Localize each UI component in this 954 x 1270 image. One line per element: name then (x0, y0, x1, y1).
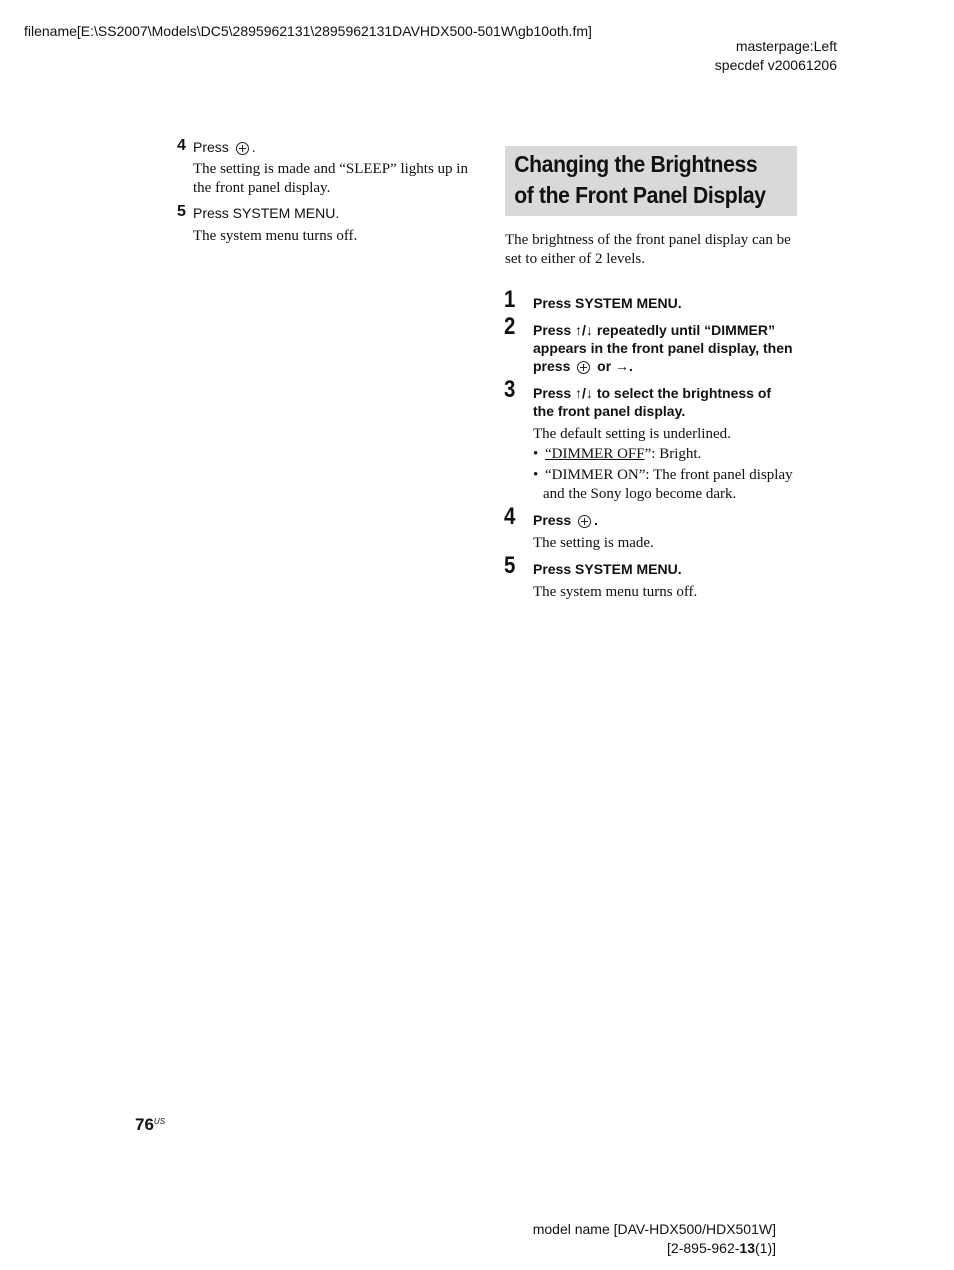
step-3-number: 3 (504, 376, 516, 403)
dimmer-on-line-2: and the Sony logo become dark. (543, 486, 737, 502)
page-number-value: 76 (135, 1115, 154, 1134)
part-code (667, 1238, 776, 1258)
step-4-press: Press (533, 512, 572, 528)
left-step-4-number: 4 (177, 137, 186, 154)
intro-line-1: The brightness of the front panel display can be (505, 232, 791, 248)
masterpage-label: masterpage:Left (735, 38, 837, 54)
dimmer-on-line-1: “DIMMER ON”: The front panel display (545, 467, 793, 483)
enter-icon (577, 361, 590, 374)
step-5-instruction: Press SYSTEM MENU. (533, 561, 682, 577)
step-2-line-2: appears in the front panel display, then (533, 340, 793, 356)
filename-header: filename[E:\SS2007\Models\DC5\2895962131\2895962131DAVHDX500-501W\gb10oth.fm] (24, 23, 592, 39)
step-3-line-2: the front panel display. (533, 403, 686, 419)
left-step-5-number: 5 (177, 203, 186, 220)
section-heading-line-2: of the Front Panel Display (514, 182, 766, 208)
enter-icon (236, 142, 249, 155)
step-3-body: The default setting is underlined. (533, 426, 731, 442)
step-2-number: 2 (504, 313, 516, 340)
left-step-4-period: . (251, 139, 256, 155)
intro-paragraph (505, 231, 791, 269)
step-3-line-1: Press ↑/↓ to select the brightness of (533, 385, 772, 401)
step-3-instruction (533, 384, 771, 420)
left-step-5-body: The system menu turns off. (193, 228, 358, 244)
page-number-suffix: US (153, 1117, 166, 1126)
part-code-bold: 13 (739, 1240, 755, 1256)
step-1-instruction: Press SYSTEM MENU. (533, 295, 682, 311)
step-5-number: 5 (504, 552, 516, 579)
step-2-line-1: Press ↑/↓ repeatedly until “DIMMER” (533, 322, 775, 338)
dimmer-off-default: “DIMMER OFF (545, 446, 645, 462)
step-2-instruction (533, 321, 793, 375)
intro-line-2: set to either of 2 levels. (505, 251, 645, 267)
left-step-4-body-line-2: the front panel display. (193, 180, 331, 196)
step-2-line-3 (533, 357, 793, 375)
left-step-4-body-line-1: The setting is made and “SLEEP” lights up in (193, 161, 468, 177)
step-4-period: . (594, 512, 598, 528)
specdef-label: specdef v20061206 (714, 57, 837, 73)
bullet-dimmer-on (533, 466, 793, 485)
step-4-number: 4 (504, 503, 516, 530)
left-step-4-instruction (193, 139, 256, 155)
enter-icon (578, 515, 591, 528)
model-name: model name [DAV-HDX500/HDX501W] (532, 1221, 776, 1237)
step-4-body: The setting is made. (533, 535, 654, 551)
part-code-suffix: (1)] (755, 1240, 776, 1256)
step-4-instruction (533, 511, 598, 529)
dimmer-off-desc: ”: Bright. (644, 446, 702, 462)
step-5-body: The system menu turns off. (533, 584, 698, 600)
bullet-dimmer-off (533, 445, 701, 464)
bullet-mark: • (533, 467, 539, 483)
step-1-number: 1 (504, 286, 516, 313)
left-step-4-body (193, 160, 468, 198)
section-heading (505, 146, 774, 211)
section-heading-box (505, 146, 797, 216)
step-2-or-right: or →. (597, 358, 633, 374)
bullet-mark: • (533, 446, 539, 462)
left-step-5-instruction: Press SYSTEM MENU. (193, 205, 340, 221)
left-step-4-press: Press (193, 139, 229, 155)
page-number (135, 1115, 165, 1135)
part-code-prefix: [2-895-962- (667, 1240, 740, 1256)
step-2-press: press (533, 358, 571, 374)
section-heading-line-1: Changing the Brightness (514, 151, 758, 177)
